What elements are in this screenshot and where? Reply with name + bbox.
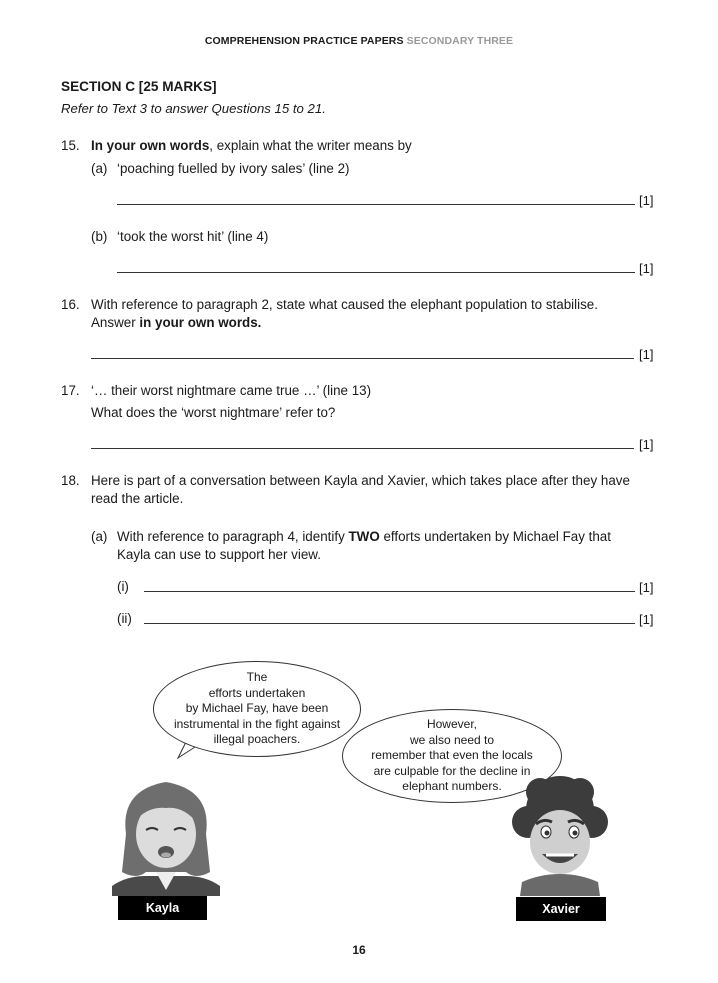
- question-16-number: 16.: [61, 297, 80, 312]
- page-number: 16: [352, 943, 366, 957]
- xavier-speech-line: we also need to: [409, 732, 495, 747]
- question-18a-prefix: With reference to paragraph 4, identify: [117, 529, 349, 544]
- question-18a-ii-label: (ii): [117, 611, 132, 626]
- emphasis: in your own words.: [139, 315, 262, 330]
- mark-15a: [1]: [639, 193, 654, 208]
- mark-16: [1]: [639, 347, 654, 362]
- xavier-nameplate: Xavier: [516, 897, 606, 921]
- kayla-speech-line: efforts undertaken: [208, 685, 306, 700]
- kayla-speech-line: instrumental in the fight against: [173, 716, 341, 731]
- question-16-line2-prefix: Answer: [91, 315, 140, 330]
- section-instruction: Refer to Text 3 to answer Questions 15 to 21.: [61, 101, 326, 116]
- xavier-speech-line: elephant numbers.: [402, 779, 502, 794]
- question-18a-suffix: efforts undertaken by Michael Fay that: [379, 529, 611, 544]
- mark-18a-i: [1]: [639, 580, 654, 595]
- kayla-avatar: [106, 772, 226, 896]
- question-18-line2: read the article.: [91, 491, 184, 506]
- question-18-number: 18.: [61, 473, 80, 488]
- kayla-speech-bubble: [153, 661, 361, 757]
- running-header: [0, 35, 718, 47]
- question-15a-text: ‘poaching fuelled by ivory sales’ (line 2): [117, 161, 350, 176]
- question-15b-text: ‘took the worst hit’ (line 4): [117, 229, 269, 244]
- question-17-line2: What does the ‘worst nightmare’ refer to?: [91, 405, 336, 420]
- xavier-speech-line: However,: [426, 717, 477, 732]
- mark-17: [1]: [639, 437, 654, 452]
- question-15-prompt-rest: , explain what the writer means by: [209, 138, 412, 153]
- question-15b-label: (b): [91, 229, 108, 244]
- mark-15b: [1]: [639, 261, 654, 276]
- mark-18a-ii: [1]: [639, 612, 654, 627]
- question-15a-label: (a): [91, 161, 108, 176]
- kayla-speech-line: The: [246, 670, 268, 685]
- answer-line-18a-ii[interactable]: [144, 623, 635, 624]
- xavier-avatar: [500, 772, 620, 896]
- question-15-prompt: [91, 138, 412, 153]
- kayla-nameplate: Kayla: [118, 896, 207, 920]
- xavier-speech-line: remember that even the locals: [371, 748, 533, 763]
- question-18a-line2: Kayla can use to support her view.: [117, 547, 321, 562]
- emphasis: TWO: [348, 529, 380, 544]
- header-title: COMPREHENSION PRACTICE PAPERS: [204, 35, 404, 47]
- question-16-line1: With reference to paragraph 2, state what caused the elephant population to stabilise.: [91, 297, 598, 312]
- question-16-line2: [91, 315, 261, 330]
- emphasis: In your own words: [91, 138, 210, 153]
- answer-line-18a-i[interactable]: [144, 591, 635, 592]
- xavier-speech-line: are culpable for the decline in: [373, 763, 531, 778]
- question-17-number: 17.: [61, 383, 80, 398]
- question-18a-label: (a): [91, 529, 108, 544]
- question-18-line1: Here is part of a conversation between Kayla and Xavier, which takes place after they have: [91, 473, 630, 488]
- answer-line-15a[interactable]: [117, 204, 635, 205]
- question-18a-line1: [117, 529, 611, 544]
- answer-line-16[interactable]: [91, 358, 634, 359]
- kayla-speech-line: illegal poachers.: [213, 732, 301, 747]
- question-18a-i-label: (i): [117, 579, 129, 594]
- kayla-speech-line: by Michael Fay, have been: [185, 701, 329, 716]
- section-title: SECTION C [25 MARKS]: [61, 79, 217, 94]
- question-15-number: 15.: [61, 138, 80, 153]
- answer-line-17[interactable]: [91, 448, 634, 449]
- question-17-line1: ‘… their worst nightmare came true …’ (line 13): [91, 383, 372, 398]
- header-subtitle: SECONDARY THREE: [406, 35, 514, 47]
- answer-line-15b[interactable]: [117, 272, 635, 273]
